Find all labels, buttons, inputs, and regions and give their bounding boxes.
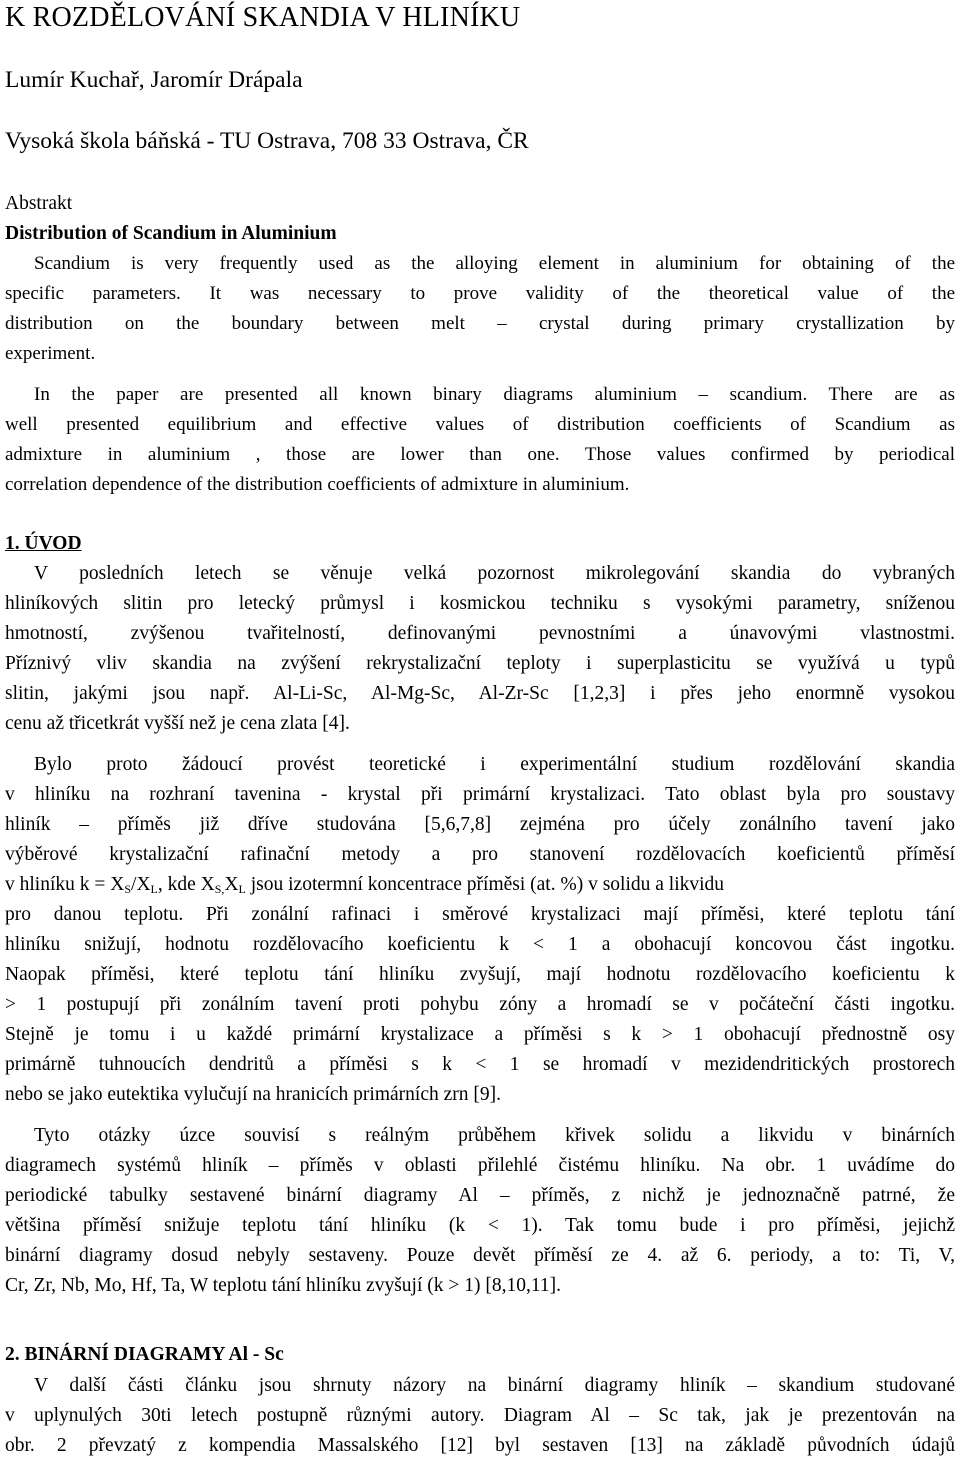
body-line: primárně tuhnoucích dendritů a příměsi s k < 1 se hromadí v mezidendritických prostorech — [5, 1054, 955, 1075]
body-line: Cr, Zr, Nb, Mo, Hf, Ta, W teplotu tání hliníku zvyšují (k > 1) [8,10,11]. — [5, 1275, 561, 1296]
body-line: Bylo proto žádoucí provést teoretické i experimentální studium rozdělování skandia — [34, 754, 955, 775]
formula-text: jsou izotermní koncentrace příměsi (at. %) v solidu a likvidu — [245, 874, 725, 895]
body-line: slitin, jakými jsou např. Al-Li-Sc, Al-Mg-Sc, Al-Zr-Sc [1,2,3] i přes jeho enormně vysokou — [5, 683, 955, 704]
paper-title: K ROZDĚLOVÁNÍ SKANDIA V HLINÍKU — [5, 2, 521, 33]
formula-text: , kde X — [157, 874, 215, 895]
body-line: diagramech systémů hliník – příměs v oblasti přilehlé čistému hliníku. Na obr. 1 uvádíme do — [5, 1155, 955, 1176]
authors: Lumír Kuchař, Jaromír Drápala — [5, 67, 303, 93]
affiliation: Vysoká škola báňská - TU Ostrava, 708 33 Ostrava, ČR — [5, 128, 529, 154]
body-line: hmotností, zvýšenou tvařitelností, definovanými pevnostními a únavovými vlastnostmi. — [5, 623, 955, 644]
formula-sub: S — [124, 882, 132, 896]
body-line: obr. 2 převzatý z kompendia Massalského [12] byl sestaven [13] na základě původních údajů — [5, 1435, 955, 1456]
body-line: v uplynulých 30ti letech postupně různými autory. Diagram Al – Sc tak, jak je prezentován na — [5, 1405, 955, 1426]
body-line: hliníkových slitin pro letecký průmysl i kosmickou techniku s vysokými parametry, sníženou — [5, 593, 955, 614]
body-line: V další části článku jsou shrnuty názory na binární diagramy hliník – skandium studované — [34, 1375, 955, 1396]
abstract-line: experiment. — [5, 343, 96, 364]
body-line: výběrové krystalizační rafinační metody a pro stanovení rozdělovacích koeficientů příměsí — [5, 844, 955, 865]
body-line: periodické tabulky sestavené binární diagramy Al – příměs, z nichž je jednoznačně patrné, že — [5, 1185, 955, 1206]
body-line: nebo se jako eutektika vylučují na hranicích primárních zrn [9]. — [5, 1084, 501, 1105]
body-line: Příznivý vliv skandia na zvýšení rekrystalizační teploty i superplasticitu se využívá u typů — [5, 653, 955, 674]
formula-sub: L — [150, 882, 158, 896]
body-line: > 1 postupují při zonálním tavení proti pohybu zóny a hromadí se v počáteční části ingotku. — [5, 994, 955, 1015]
body-line: V posledních letech se věnuje velká pozornost mikrolegování skandia do vybraných — [34, 563, 955, 584]
section-1-heading: 1. ÚVOD — [5, 533, 82, 554]
abstract-line: distribution on the boundary between melt – crystal during primary crystallization by — [5, 313, 955, 334]
formula-line — [5, 875, 955, 895]
abstract-line: Scandium is very frequently used as the alloying element in aluminium for obtaining of the — [34, 253, 955, 274]
abstract-line: well presented equilibrium and effective values of distribution coefficients of Scandium as — [5, 414, 955, 435]
body-line: většina příměsí snižuje teplotu tání hliníku (k < 1). Tak tomu bude i pro příměsi, jejichž — [5, 1215, 955, 1236]
body-line: binární diagramy dosud nebyly sestaveny. Pouze devět příměsí ze 4. až 6. periody, a to: Ti, V, — [5, 1245, 955, 1266]
abstract-line: admixture in aluminium , those are lower than one. Those values confirmed by periodical — [5, 444, 955, 465]
abstract-heading: Abstrakt — [5, 193, 73, 214]
formula-sub: L — [238, 882, 246, 896]
body-line: Naopak příměsi, které teplotu tání hliníku zvyšují, mají hodnotu rozdělovacího koeficientu k — [5, 964, 955, 985]
section-2-heading: 2. BINÁRNÍ DIAGRAMY Al - Sc — [5, 1344, 284, 1365]
body-line: cenu až třicetkrát vyšší než je cena zlata [4]. — [5, 713, 350, 734]
abstract-line: In the paper are presented all known binary diagrams aluminium – scandium. There are as — [34, 384, 955, 405]
body-line: hliníku snižují, hodnotu rozdělovacího koeficientu k < 1 a obohacují koncovou část ingotku. — [5, 934, 955, 955]
body-line: hliník – příměs již dříve studována [5,6,7,8] zejména pro účely zonálního tavení jako — [5, 814, 955, 835]
body-line: Tyto otázky úzce souvisí s reálným průběhem křivek solidu a likvidu v binárních — [34, 1125, 955, 1146]
body-line: pro danou teplotu. Při zonální rafinaci i směrové krystalizaci mají příměsi, které teplotu tání — [5, 904, 955, 925]
formula-sub: S, — [214, 882, 225, 896]
formula-text: /X — [131, 874, 151, 895]
formula-text: v hliníku k = X — [5, 874, 125, 895]
abstract-title: Distribution of Scandium in Aluminium — [5, 223, 337, 244]
abstract-line: specific parameters. It was necessary to prove validity of the theoretical value of the — [5, 283, 955, 304]
body-line: Stejně je tomu i u každé primární krystalizace a příměsi s k > 1 obohacují přednostně osy — [5, 1024, 955, 1045]
formula-text: X — [224, 874, 239, 895]
abstract-line: correlation dependence of the distribution coefficients of admixture in aluminium. — [5, 474, 630, 495]
body-line: v hliníku na rozhraní tavenina - krystal při primární krystalizaci. Tato oblast byla pro soustavy — [5, 784, 955, 805]
